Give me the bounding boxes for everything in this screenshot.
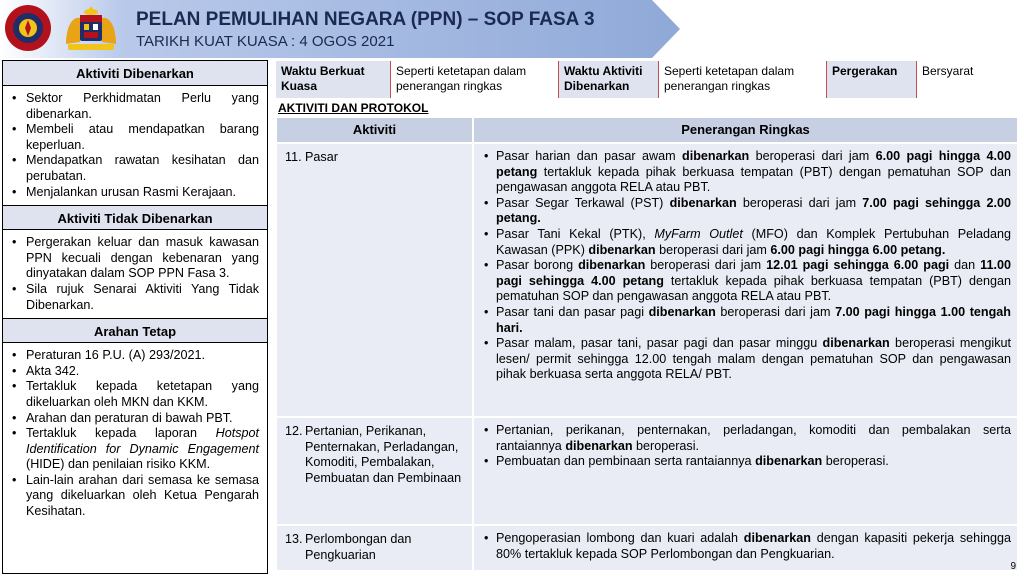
allowed-activities-heading: Aktiviti Dibenarkan xyxy=(3,61,267,86)
list-item: • Sila rujuk Senarai Aktiviti Yang Tidak Dibenarkan. xyxy=(11,282,259,313)
standing-directives-heading: Arahan Tetap xyxy=(3,318,267,343)
list-item: • Lain-lain arahan dari semasa ke semasa yang dikeluarkan oleh Ketua Pengarah Kesihatan. xyxy=(11,473,259,520)
table-row xyxy=(277,524,1017,570)
allowed-activities-section xyxy=(3,86,267,205)
description-cell xyxy=(474,418,1017,524)
not-allowed-activities-section xyxy=(3,230,267,318)
description-cell xyxy=(474,526,1017,570)
table-row xyxy=(277,142,1017,416)
activity-name: Pertanian, Perikanan, Penternakan, Perladangan, Komoditi, Pembalakan, Pembuatan dan Pembinaan xyxy=(305,424,462,485)
list-item: • Tertakluk kepada ketetapan yang dikeluarkan oleh MKN dan KKM. xyxy=(11,379,259,410)
table-row xyxy=(277,416,1017,524)
list-item: • Pembuatan dan pembinaan serta rantaiannya dibenarkan beroperasi. xyxy=(480,454,1011,470)
activities-table xyxy=(277,118,1017,570)
page-title: PELAN PEMULIHAN NEGARA (PPN) – SOP FASA 3 xyxy=(136,9,595,30)
activity-name: Perlombongan dan Pengkuarian xyxy=(305,532,412,562)
activity-cell xyxy=(277,144,474,416)
column-header-activity: Aktiviti xyxy=(277,118,474,142)
list-item: • Pasar harian dan pasar awam dibenarkan beroperasi dari jam 6.00 pagi hingga 4.00 petang tertakluk kepada pihak berkuasa tempatan (PBT) dengan pematuhan SOP dan pengawasan anggota RELA atau PBT. xyxy=(480,149,1011,196)
effective-time-label: Waktu Berkuat Kuasa xyxy=(276,61,391,98)
list-item: • Pasar tani dan pasar pagi dibenarkan beroperasi dari jam 7.00 pagi hingga 1.00 tengah hari. xyxy=(480,305,1011,336)
activity-cell xyxy=(277,418,474,524)
page-number: 9 xyxy=(1010,561,1016,572)
row-number: 13. xyxy=(285,532,303,546)
left-panel xyxy=(2,60,268,574)
list-item: • Pasar Tani Kekal (PTK), MyFarm Outlet (MFO) dan Komplek Pertubuhan Peladang Kawasan (PPK) dibenarkan beroperasi dari jam 6.00 pagi hingga 6.00 petang. xyxy=(480,227,1011,258)
standing-directives-section xyxy=(3,343,267,525)
column-header-description: Penerangan Ringkas xyxy=(474,118,1017,142)
row-number: 11. xyxy=(285,150,302,164)
nsc-logo xyxy=(4,4,52,52)
list-item: • Pasar Segar Terkawal (PST) dibenarkan beroperasi dari jam 7.00 pagi sehingga 2.00 petang. xyxy=(480,196,1011,227)
list-item: • Membeli atau mendapatkan barang keperluan. xyxy=(11,122,259,153)
malaysia-coat-of-arms-logo xyxy=(58,4,124,52)
activity-name: Pasar xyxy=(305,150,338,164)
info-bar xyxy=(276,61,1018,98)
not-allowed-activities-heading: Aktiviti Tidak Dibenarkan xyxy=(3,205,267,230)
movement-label: Pergerakan xyxy=(827,61,917,98)
list-item: • Tertakluk kepada laporan Hotspot Identification for Dynamic Engagement (HIDE) dan penilaian risiko KKM. xyxy=(11,426,259,473)
list-item: • Akta 342. xyxy=(11,364,259,380)
description-cell xyxy=(474,144,1017,416)
list-item: • Pergerakan keluar dan masuk kawasan PPN kecuali dengan kebenaran yang dinyatakan dalam SOP PPN Fasa 3. xyxy=(11,235,259,282)
list-item: • Mendapatkan rawatan kesihatan dan perubatan. xyxy=(11,153,259,184)
row-number: 12. xyxy=(285,424,303,438)
list-item: • Menjalankan urusan Rasmi Kerajaan. xyxy=(11,185,259,201)
activity-cell xyxy=(277,526,474,570)
list-item: • Pasar malam, pasar tani, pasar pagi dan pasar minggu dibenarkan beroperasi mengikut lesen/ permit sehingga 12.00 tengah malam dengan pematuhan SOP dan pengawasan pihak berkuasa serta anggota RELA/ PBT. xyxy=(480,336,1011,383)
effective-time-value: Seperti ketetapan dalam penerangan ringkas xyxy=(391,61,559,98)
activity-time-label: Waktu Aktiviti Dibenarkan xyxy=(559,61,659,98)
effective-date: TARIKH KUAT KUASA : 4 OGOS 2021 xyxy=(136,33,395,50)
list-item: • Pengoperasian lombong dan kuari adalah dibenarkan dengan kapasiti pekerja sehingga 80% tertakluk kepada SOP Perlombongan dan Pengkuarian. xyxy=(480,531,1011,562)
activities-protocol-heading: AKTIVITI DAN PROTOKOL xyxy=(278,101,429,115)
movement-value: Bersyarat xyxy=(917,61,1018,98)
header-banner xyxy=(0,0,680,58)
table-header xyxy=(277,118,1017,142)
activity-time-value: Seperti ketetapan dalam penerangan ringkas xyxy=(659,61,827,98)
list-item: • Pertanian, perikanan, penternakan, perladangan, komoditi dan pembalakan serta rantaiannya dibenarkan beroperasi. xyxy=(480,423,1011,454)
list-item: • Peraturan 16 P.U. (A) 293/2021. xyxy=(11,348,259,364)
list-item: • Sektor Perkhidmatan Perlu yang dibenarkan. xyxy=(11,91,259,122)
list-item: • Arahan dan peraturan di bawah PBT. xyxy=(11,411,259,427)
list-item: • Pasar borong dibenarkan beroperasi dari jam 12.01 pagi sehingga 6.00 pagi dan 11.00 pagi sehingga 4.00 petang tertakluk kepada pihak berkuasa tempatan (PBT) dengan pematuhan SOP dan pengawasan anggota RELA atau PBT. xyxy=(480,258,1011,305)
